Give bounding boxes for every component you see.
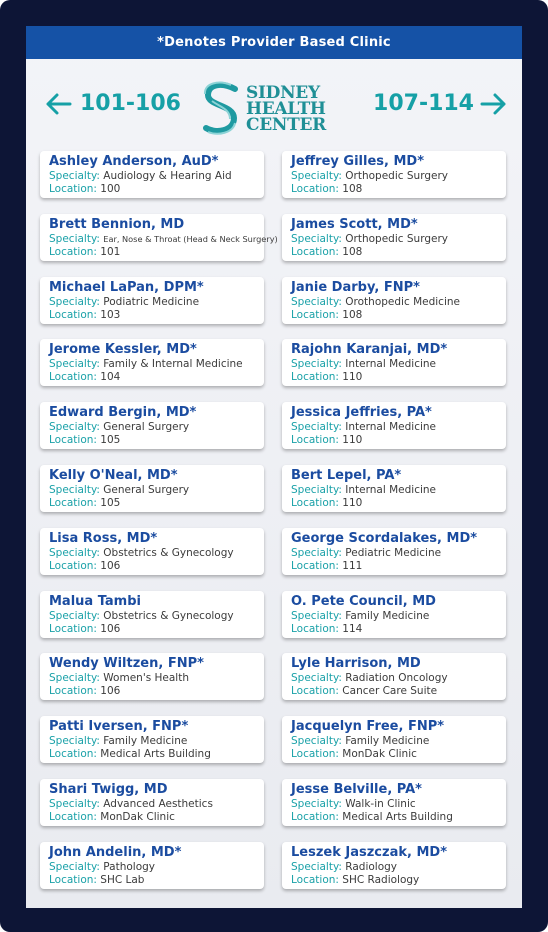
specialty-label: Specialty: (49, 861, 100, 873)
specialty-value: Walk-in Clinic (345, 798, 416, 810)
specialty-value: Audiology & Hearing Aid (103, 170, 232, 182)
provider-location (291, 309, 506, 322)
provider-location (291, 371, 506, 384)
specialty-label: Specialty: (291, 296, 342, 308)
location-label: Location: (49, 309, 97, 321)
specialty-label: Specialty: (291, 358, 342, 370)
specialty-value: Radiology (345, 861, 398, 873)
directory-header (26, 59, 522, 151)
provider-location (49, 497, 264, 510)
location-value: 111 (342, 560, 363, 572)
location-value: 106 (100, 560, 121, 572)
provider-name: Leszek Jaszczak, MD* (291, 845, 447, 860)
location-value: 106 (100, 623, 121, 635)
provider-name: Shari Twigg, MD (49, 782, 168, 797)
provider-specialty (291, 798, 506, 811)
provider-card[interactable] (40, 339, 264, 386)
provider-card[interactable] (40, 151, 264, 198)
location-value: 110 (342, 497, 363, 509)
provider-card[interactable] (282, 591, 506, 638)
provider-card[interactable] (40, 277, 264, 324)
provider-name: John Andelin, MD* (49, 845, 182, 860)
provider-name: Lisa Ross, MD* (49, 531, 158, 546)
provider-card[interactable] (282, 339, 506, 386)
specialty-value: General Surgery (103, 484, 190, 496)
location-label: Location: (291, 183, 339, 195)
directory-screen (26, 26, 522, 908)
specialty-value: Ear, Nose & Throat (Head & Neck Surgery) (103, 234, 278, 244)
location-label: Location: (49, 434, 97, 446)
location-label: Location: (49, 560, 97, 572)
provider-location (291, 434, 506, 447)
provider-name: Malua Tambi (49, 594, 141, 609)
location-label: Location: (49, 371, 97, 383)
specialty-label: Specialty: (49, 547, 100, 559)
provider-location (49, 623, 264, 636)
location-label: Location: (291, 246, 339, 258)
provider-card[interactable] (40, 779, 264, 826)
prev-range-button[interactable] (44, 91, 181, 116)
specialty-value: Internal Medicine (345, 358, 436, 370)
provider-name: Brett Bennion, MD (49, 217, 185, 232)
provider-specialty (49, 358, 264, 371)
location-value: SHC Lab (100, 874, 145, 886)
provider-name: Wendy Wiltzen, FNP* (49, 656, 204, 671)
provider-specialty (49, 233, 278, 246)
provider-specialty (49, 798, 264, 811)
provider-specialty (291, 170, 506, 183)
specialty-label: Specialty: (49, 610, 100, 622)
provider-name: Jeffrey Gilles, MD* (291, 154, 424, 169)
provider-name: James Scott, MD* (291, 217, 418, 232)
provider-card[interactable] (282, 653, 506, 700)
provider-name: O. Pete Council, MD (291, 594, 436, 609)
location-value: MonDak Clinic (342, 748, 417, 760)
location-value: Cancer Care Suite (342, 685, 438, 697)
specialty-label: Specialty: (49, 170, 100, 182)
provider-card[interactable] (40, 591, 264, 638)
provider-location (291, 685, 506, 698)
location-label: Location: (291, 497, 339, 509)
location-label: Location: (291, 623, 339, 635)
provider-name: Kelly O'Neal, MD* (49, 468, 178, 483)
provider-name: Jacquelyn Free, FNP* (291, 719, 445, 734)
specialty-label: Specialty: (291, 798, 342, 810)
provider-name: Jesse Belville, PA* (291, 782, 422, 797)
provider-name: Edward Bergin, MD* (49, 405, 197, 420)
location-label: Location: (49, 623, 97, 635)
provider-card[interactable] (40, 716, 264, 763)
specialty-value: Internal Medicine (345, 484, 436, 496)
provider-card[interactable] (282, 716, 506, 763)
location-value: 110 (342, 371, 363, 383)
provider-specialty (49, 547, 264, 560)
provider-location (291, 874, 506, 887)
location-value: MonDak Clinic (100, 811, 175, 823)
specialty-value: Orthopedic Surgery (345, 170, 448, 182)
specialty-label: Specialty: (291, 484, 342, 496)
provider-card[interactable] (40, 465, 264, 512)
provider-location (49, 434, 264, 447)
location-label: Location: (49, 183, 97, 195)
specialty-label: Specialty: (49, 798, 100, 810)
provider-name: Patti Iversen, FNP* (49, 719, 189, 734)
provider-specialty (291, 672, 506, 685)
specialty-label: Specialty: (49, 735, 100, 747)
provider-card[interactable] (282, 151, 506, 198)
provider-location (49, 309, 264, 322)
logo-mark-icon (202, 81, 240, 137)
provider-location (291, 748, 506, 761)
location-value: 104 (100, 371, 121, 383)
provider-specialty (49, 296, 264, 309)
specialty-label: Specialty: (49, 672, 100, 684)
location-label: Location: (291, 371, 339, 383)
specialty-label: Specialty: (49, 358, 100, 370)
specialty-label: Specialty: (49, 421, 100, 433)
location-value: 106 (100, 685, 121, 697)
location-value: SHC Radiology (342, 874, 420, 886)
location-label: Location: (291, 685, 339, 697)
location-value: 101 (100, 246, 121, 258)
specialty-label: Specialty: (49, 484, 100, 496)
provider-specialty (291, 484, 506, 497)
provider-specialty (291, 547, 506, 560)
specialty-label: Specialty: (291, 233, 342, 245)
specialty-label: Specialty: (49, 233, 100, 245)
provider-location (291, 811, 506, 824)
provider-name: Janie Darby, FNP* (291, 280, 420, 295)
provider-specialty (49, 484, 264, 497)
provider-location (291, 497, 506, 510)
specialty-value: General Surgery (103, 421, 190, 433)
specialty-value: Obstetrics & Gynecology (103, 547, 234, 559)
provider-card[interactable] (282, 402, 506, 449)
specialty-value: Family Medicine (345, 735, 430, 747)
specialty-value: Family Medicine (345, 610, 430, 622)
provider-location (49, 811, 264, 824)
specialty-value: Obstetrics & Gynecology (103, 610, 234, 622)
location-value: Medical Arts Building (100, 748, 211, 760)
provider-card[interactable] (282, 528, 506, 575)
logo-line-2: HEALTH (246, 99, 326, 119)
specialty-label: Specialty: (291, 547, 342, 559)
provider-name: Jessica Jeffries, PA* (291, 405, 432, 420)
provider-specialty (291, 358, 506, 371)
provider-name: Lyle Harrison, MD (291, 656, 421, 671)
location-label: Location: (49, 685, 97, 697)
location-value: 103 (100, 309, 121, 321)
location-label: Location: (49, 748, 97, 760)
provider-specialty (49, 861, 264, 874)
provider-location (49, 246, 264, 259)
location-value: 108 (342, 309, 363, 321)
provider-location (291, 623, 506, 636)
location-value: 114 (342, 623, 363, 635)
provider-location (49, 748, 264, 761)
specialty-value: Family & Internal Medicine (103, 358, 243, 370)
specialty-label: Specialty: (291, 421, 342, 433)
location-label: Location: (291, 309, 339, 321)
location-label: Location: (49, 246, 97, 258)
provider-name: Michael LaPan, DPM* (49, 280, 204, 295)
specialty-label: Specialty: (49, 296, 100, 308)
location-label: Location: (291, 434, 339, 446)
specialty-label: Specialty: (291, 672, 342, 684)
specialty-value: Advanced Aesthetics (103, 798, 213, 810)
provider-card[interactable] (282, 214, 506, 261)
location-label: Location: (291, 874, 339, 886)
provider-name: Ashley Anderson, AuD* (49, 154, 219, 169)
specialty-value: Women's Health (103, 672, 189, 684)
provider-specialty (291, 861, 506, 874)
specialty-value: Radiation Oncology (345, 672, 448, 684)
provider-specialty (49, 170, 264, 183)
specialty-value: Orothopedic Medicine (345, 296, 460, 308)
location-label: Location: (49, 874, 97, 886)
provider-based-banner: *Denotes Provider Based Clinic (26, 26, 522, 59)
provider-specialty (291, 296, 506, 309)
provider-specialty (49, 735, 264, 748)
location-value: 110 (342, 434, 363, 446)
specialty-label: Specialty: (291, 610, 342, 622)
provider-location (49, 874, 264, 887)
location-label: Location: (291, 748, 339, 760)
provider-specialty (291, 735, 506, 748)
provider-card[interactable] (282, 277, 506, 324)
provider-card[interactable] (282, 465, 506, 512)
location-label: Location: (291, 560, 339, 572)
prev-range-label: 101-106 (80, 91, 181, 116)
provider-location (291, 560, 506, 573)
arrow-left-icon (44, 92, 72, 116)
provider-name: Bert Lepel, PA* (291, 468, 402, 483)
location-value: 105 (100, 497, 121, 509)
location-value: 105 (100, 434, 121, 446)
location-value: 108 (342, 246, 363, 258)
provider-card[interactable] (282, 842, 506, 889)
provider-card[interactable] (282, 779, 506, 826)
provider-card[interactable] (40, 402, 264, 449)
sidney-health-center-logo (202, 79, 347, 139)
location-label: Location: (291, 811, 339, 823)
provider-card[interactable] (40, 842, 264, 889)
provider-specialty (49, 421, 264, 434)
provider-card[interactable] (40, 653, 264, 700)
logo-line-1: SIDNEY (246, 83, 320, 103)
provider-specialty (291, 233, 506, 246)
provider-name: George Scordalakes, MD* (291, 531, 478, 546)
location-label: Location: (49, 497, 97, 509)
location-value: 108 (342, 183, 363, 195)
specialty-value: Internal Medicine (345, 421, 436, 433)
location-value: 100 (100, 183, 121, 195)
provider-specialty (291, 421, 506, 434)
next-range-label: 107-114 (373, 91, 474, 116)
specialty-label: Specialty: (291, 170, 342, 182)
specialty-label: Specialty: (291, 861, 342, 873)
provider-specialty (49, 672, 264, 685)
provider-specialty (291, 610, 506, 623)
provider-name: Rajohn Karanjai, MD* (291, 342, 448, 357)
specialty-label: Specialty: (291, 735, 342, 747)
specialty-value: Pathology (103, 861, 155, 873)
specialty-value: Podiatric Medicine (103, 296, 200, 308)
provider-location (49, 183, 264, 196)
location-value: Medical Arts Building (342, 811, 453, 823)
next-range-button[interactable] (373, 91, 508, 116)
logo-line-3: CENTER (246, 115, 326, 135)
provider-name: Jerome Kessler, MD* (49, 342, 197, 357)
provider-location (291, 183, 506, 196)
specialty-value: Orthopedic Surgery (345, 233, 448, 245)
location-label: Location: (49, 811, 97, 823)
provider-card[interactable] (40, 214, 278, 261)
specialty-value: Family Medicine (103, 735, 188, 747)
arrow-right-icon (480, 92, 508, 116)
provider-specialty (49, 610, 264, 623)
provider-location (49, 685, 264, 698)
provider-location (49, 560, 264, 573)
provider-card[interactable] (40, 528, 264, 575)
provider-location (49, 371, 264, 384)
provider-location (291, 246, 506, 259)
specialty-value: Pediatric Medicine (345, 547, 442, 559)
